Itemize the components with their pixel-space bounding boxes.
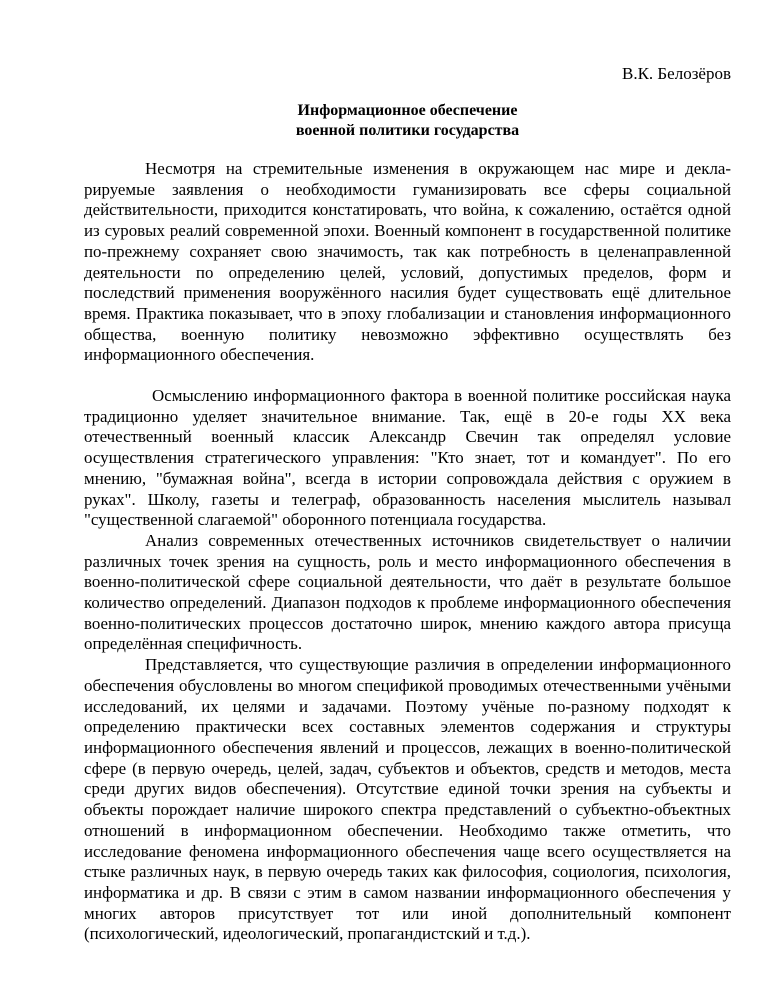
author-name: В.К. Белозёров <box>621 64 731 83</box>
title-line-1: Информационное обеспечение <box>297 102 518 119</box>
paragraph-2: Осмыслению информационного фактора в военной политике российская наука традиционно уделяет значительное внимание. Так, ещё в 20-е годы XX века отечественный военный классик Александр Свечин так определял условие осуществления стратегического управления: "Кто знает, тот и командует". По его мнению, "бумажная война", всегда в истории сопровождала действия с оружием в руках". Школу, газеты и телеграф, образованность населения мыслитель называл "существенной слагаемой" оборонного потенциала государства. <box>84 386 731 530</box>
paragraph-1: Несмотря на стремительные изменения в окружающем нас мире и декларируемые заявления о необходимости гуманизировать все сферы социальной действительности, приходится констатировать, что война, к сожалению, остаётся одной из суровых реалий современной эпохи. Военный компонент в государственной политике по-прежнему сохраняет свою значимость, так как потребность в целенаправленной деятельности по определению целей, условий, допустимых пределов, форм и последствий применения вооружённого насилия будет существовать ещё длительное время. Практика показывает, что в эпоху глобализации и становления информационного общества, военную политику невозможно эффективно осуществлять без информационного обеспечения. <box>84 159 731 365</box>
title-line-2: военной политики государства <box>295 122 520 139</box>
paragraph-4: Представляется, что существующие различия в определении информационного обеспечения обусловлены во многом спецификой проводимых отечественными учёными исследований, их целями и задачами. Поэтому учёные по-разному подходят к определению практически всех составных элементов содержания и структуры информационного обеспечения явлений и процессов, лежащих в военно-политической сфере (в первую очередь, целей, задач, субъектов и объектов, средств и методов, места среди других видов обеспечения). Отсутствие единой точки зрения на субъекты и объекты порождает наличие широкого спектра представлений о субъектно-объектных отношений в информационном обеспечении. Необходимо также отметить, что исследование феномена информационного обеспечения чаще всего осуществляется на стыке различных наук, в первую очередь таких как философия, социология, психология, информатика и др. В связи с этим в самом названии информационного обеспечения у многих авторов присутствует тот или иной дополнительный компонент (психологический, идеологический, пропагандистский и т.д.). <box>84 655 731 944</box>
paragraph-3: Анализ современных отечественных источников свидетельствует о наличии различных точек зрения на сущность, роль и место информационного обеспечения в военно-политической сфере социальной деятельности, что даёт в результате большое количество определений. Диапазон подходов к проблеме информационного обеспечения военно-политических процессов достаточно широк, мнению каждого автора присуща определённая специфичность. <box>84 530 731 654</box>
document-title <box>84 101 731 141</box>
document-page <box>84 62 731 945</box>
